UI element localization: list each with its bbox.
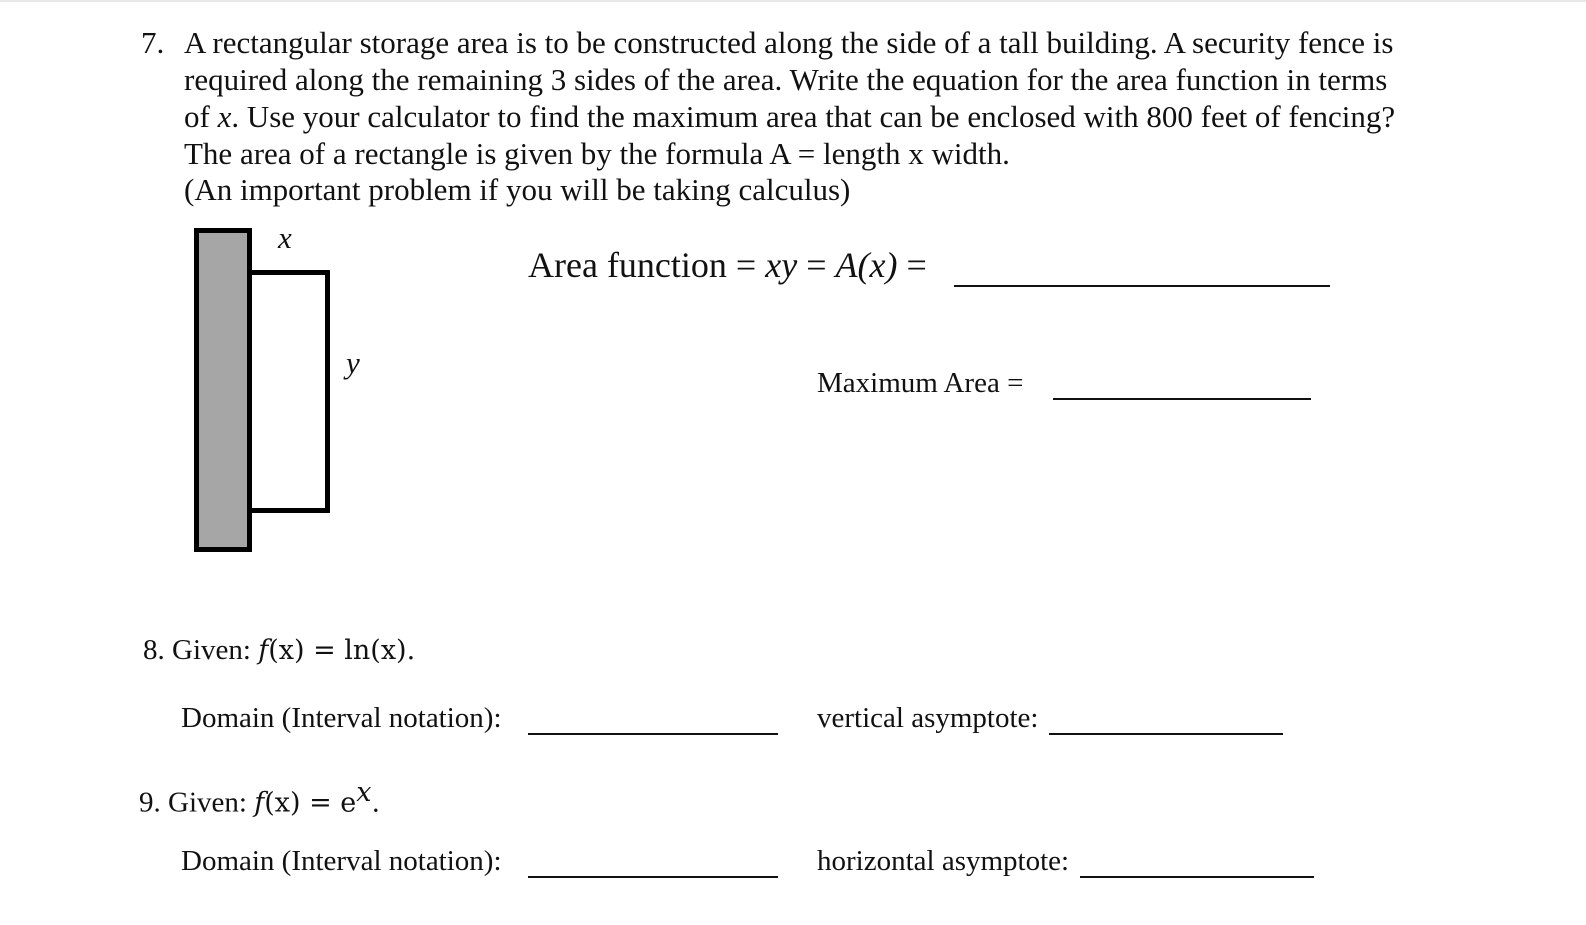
diagram-label-y: y [346,345,360,380]
area-function-arg: (x) [857,245,898,285]
area-function-answer-blank[interactable] [954,285,1330,287]
problem-7-number: 7. [141,25,165,60]
area-function-a: A [835,245,858,285]
equals-sign: = [726,245,766,285]
problem-8-given [143,632,415,669]
diagram-label-x: x [278,220,292,255]
function-body: (x) = e [264,787,357,819]
problem-7-line-1: A rectangular storage area is to be constructed along the side of a tall building. A security fence is [184,25,1394,60]
problem-9-asymptote-label: horizontal asymptote: [817,845,1070,877]
problem-8-domain-label: Domain (Interval notation): [181,702,502,734]
problem-7-line-3 [184,98,1395,135]
building-wall [194,228,252,552]
problem-7-line-2: required along the remaining 3 sides of the area. Write the equation for the area function in terms [184,62,1388,97]
area-function-label: Area function [528,245,727,285]
equals-sign: = [897,245,927,285]
problem-7-line-5: (An important problem if you will be taking calculus) [184,172,851,207]
given-label: Given: [172,634,259,666]
problem-9-domain-label: Domain (Interval notation): [181,845,502,877]
page-top-border [0,0,1586,2]
function-exponent: x [356,777,372,808]
function-body: (x) = ln(x). [268,635,416,666]
problem-9-number: 9. [139,786,161,819]
maximum-area-answer-blank[interactable] [1053,398,1311,400]
problem-8-asymptote-label: vertical asymptote: [817,702,1039,734]
line-3-prefix: of [184,99,218,134]
problem-9-given [139,775,380,822]
problem-8-domain-blank[interactable] [528,733,778,735]
function-name: f [258,635,269,666]
equals-sign: = [797,245,836,285]
given-label: Given: [168,786,255,819]
problem-8-number: 8. [143,634,165,666]
area-function-xy: xy [765,245,798,285]
problem-8-asymptote-blank[interactable] [1049,733,1283,735]
problem-7-line-4: The area of a rectangle is given by the formula A = length x width. [184,136,1010,171]
function-name: f [254,787,265,819]
maximum-area-label: Maximum Area = [817,367,1024,399]
line-3-suffix: . Use your calculator to find the maximum area that can be enclosed with 800 feet of fencing? [231,99,1396,134]
line-3-variable: x [217,99,232,134]
fence-rectangle [247,270,330,513]
period: . [371,787,381,819]
area-function-equation [528,244,927,286]
problem-9-asymptote-blank[interactable] [1080,876,1314,878]
problem-9-domain-blank[interactable] [528,876,778,878]
